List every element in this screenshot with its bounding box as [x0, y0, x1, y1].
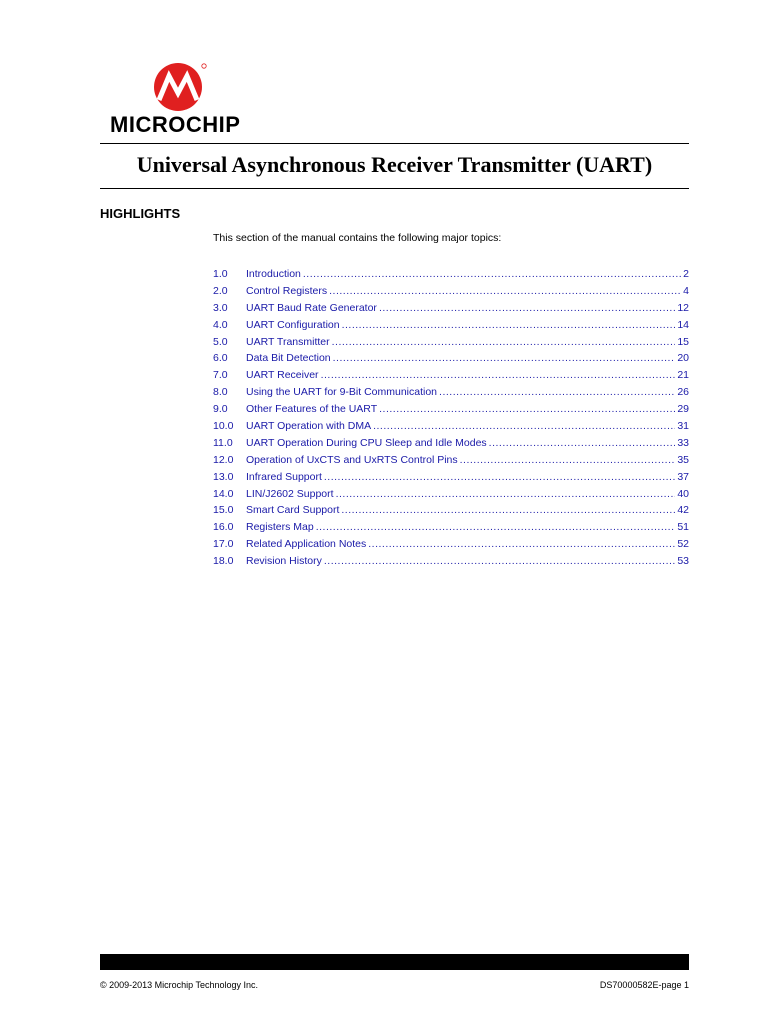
footer-bar [100, 954, 689, 970]
toc-entry-page[interactable]: 12 [677, 301, 689, 314]
toc-entry-label[interactable]: UART Receiver [246, 369, 319, 382]
toc-entry-page[interactable]: 37 [677, 470, 689, 483]
toc-entry[interactable] [213, 521, 689, 538]
toc-entry-number: 4.0 [213, 318, 228, 331]
toc-entry-number: 10.0 [213, 420, 234, 433]
toc-entry-leader [439, 386, 675, 398]
toc-entry-label[interactable]: Registers Map [246, 521, 314, 534]
toc-entry-leader [316, 521, 676, 533]
toc-entry-number: 11.0 [213, 436, 233, 449]
toc-entry-leader [373, 420, 675, 432]
toc-entry-leader [368, 538, 675, 550]
toc-entry-number: 9.0 [213, 403, 228, 416]
toc-entry-number: 6.0 [213, 352, 228, 365]
toc-entry-number: 12.0 [213, 453, 234, 466]
toc-entry[interactable] [213, 488, 689, 505]
toc-entry-page[interactable]: 20 [677, 352, 689, 365]
toc-entry-label[interactable]: Data Bit Detection [246, 352, 331, 365]
toc-entry-number: 7.0 [213, 369, 228, 382]
toc-entry-number: 8.0 [213, 386, 228, 399]
toc-entry-label[interactable]: Operation of UxCTS and UxRTS Control Pins [246, 453, 458, 466]
toc-entry-page[interactable]: 42 [677, 504, 689, 517]
toc-entry-label[interactable]: Revision History [246, 555, 322, 568]
toc-entry-page[interactable]: 40 [677, 487, 689, 500]
section-heading: HIGHLIGHTS [100, 206, 181, 221]
toc-entry-page[interactable]: 35 [677, 453, 689, 466]
footer-page-id: DS70000582E-page 1 [599, 980, 689, 990]
title-rule-top [100, 143, 689, 144]
toc-entry-number: 5.0 [213, 335, 228, 348]
toc-entry[interactable] [213, 538, 689, 555]
toc-entry-page[interactable]: 21 [677, 369, 689, 382]
toc-entry[interactable] [213, 437, 689, 454]
toc-entry-page[interactable]: 2 [683, 268, 689, 280]
toc-entry-page[interactable]: 52 [677, 538, 689, 551]
intro-text: This section of the manual contains the following major topics: [213, 232, 502, 244]
toc-entry[interactable] [213, 504, 689, 521]
toc-entry-label[interactable]: Other Features of the UART [246, 403, 378, 416]
toc-entry[interactable] [213, 302, 689, 319]
microchip-logo [110, 60, 250, 140]
toc-entry-number: 14.0 [213, 487, 234, 500]
toc-entry-page[interactable]: 51 [677, 521, 689, 534]
toc-entry-page[interactable]: 29 [677, 403, 689, 416]
toc-entry-leader [303, 268, 681, 280]
toc-entry-leader [324, 555, 675, 567]
toc-entry[interactable] [213, 285, 689, 302]
toc-entry[interactable] [213, 420, 689, 437]
toc-entry-leader [332, 336, 676, 348]
toc-entry-number: 16.0 [213, 521, 234, 534]
toc-entry-number: 2.0 [213, 284, 228, 297]
toc-entry-label[interactable]: Infrared Support [246, 470, 322, 483]
toc-entry-leader [460, 454, 676, 466]
toc-entry-label[interactable]: UART Transmitter [246, 335, 330, 348]
toc-entry[interactable] [213, 403, 689, 420]
toc-entry-label[interactable]: UART Configuration [246, 318, 340, 331]
toc-entry[interactable] [213, 268, 689, 285]
toc-entry[interactable] [213, 319, 689, 336]
table-of-contents [213, 268, 689, 572]
toc-entry-number: 13.0 [213, 470, 234, 483]
toc-entry-page[interactable]: 4 [683, 284, 689, 297]
toc-entry-page[interactable]: 33 [677, 436, 689, 449]
toc-entry-label[interactable]: Smart Card Support [246, 504, 340, 517]
toc-entry-label[interactable]: UART Operation with DMA [246, 420, 372, 433]
toc-entry-leader [341, 504, 675, 516]
toc-entry[interactable] [213, 369, 689, 386]
toc-entry-label[interactable]: LIN/J2602 Support [246, 487, 334, 500]
toc-entry[interactable] [213, 352, 689, 369]
toc-entry-leader [379, 403, 675, 415]
microchip-wordmark: MICROCHIP [110, 112, 241, 137]
toc-entry-page[interactable]: 53 [677, 555, 689, 568]
toc-entry-leader [336, 488, 676, 500]
toc-entry-number: 15.0 [213, 504, 234, 517]
toc-entry[interactable] [213, 454, 689, 471]
toc-entry-leader [342, 319, 676, 331]
toc-entry[interactable] [213, 471, 689, 488]
toc-entry-leader [324, 471, 675, 483]
toc-entry-page[interactable]: 15 [677, 335, 689, 348]
toc-entry-label[interactable]: UART Baud Rate Generator [246, 301, 377, 314]
toc-entry[interactable] [213, 555, 689, 572]
toc-entry-number: 17.0 [213, 538, 234, 551]
toc-entry[interactable] [213, 386, 689, 403]
toc-entry-label[interactable]: Using the UART for 9-Bit Communication [246, 386, 438, 399]
toc-entry-page[interactable]: 26 [677, 386, 689, 399]
toc-entry-leader [333, 352, 676, 364]
microchip-logo-icon [150, 60, 210, 112]
title-rule-bottom [100, 188, 689, 189]
toc-entry-leader [379, 302, 675, 314]
toc-entry-page[interactable]: 14 [677, 318, 689, 331]
toc-entry-number: 3.0 [213, 301, 228, 314]
toc-entry-label[interactable]: Introduction [246, 268, 301, 280]
toc-entry-label[interactable]: UART Operation During CPU Sleep and Idle Modes [246, 436, 487, 449]
toc-entry-label[interactable]: Control Registers [246, 284, 328, 297]
toc-entry-leader [321, 369, 676, 381]
toc-entry-page[interactable]: 31 [677, 420, 689, 433]
toc-entry[interactable] [213, 336, 689, 353]
page-title: Universal Asynchronous Receiver Transmitter (UART) [136, 152, 653, 177]
toc-entry-leader [489, 437, 676, 449]
toc-entry-label[interactable]: Related Application Notes [246, 538, 367, 551]
toc-entry-leader [329, 285, 681, 297]
toc-entry-number: 18.0 [213, 555, 234, 568]
toc-entry-number: 1.0 [213, 268, 228, 280]
footer-copyright: © 2009-2013 Microchip Technology Inc. [100, 980, 259, 990]
